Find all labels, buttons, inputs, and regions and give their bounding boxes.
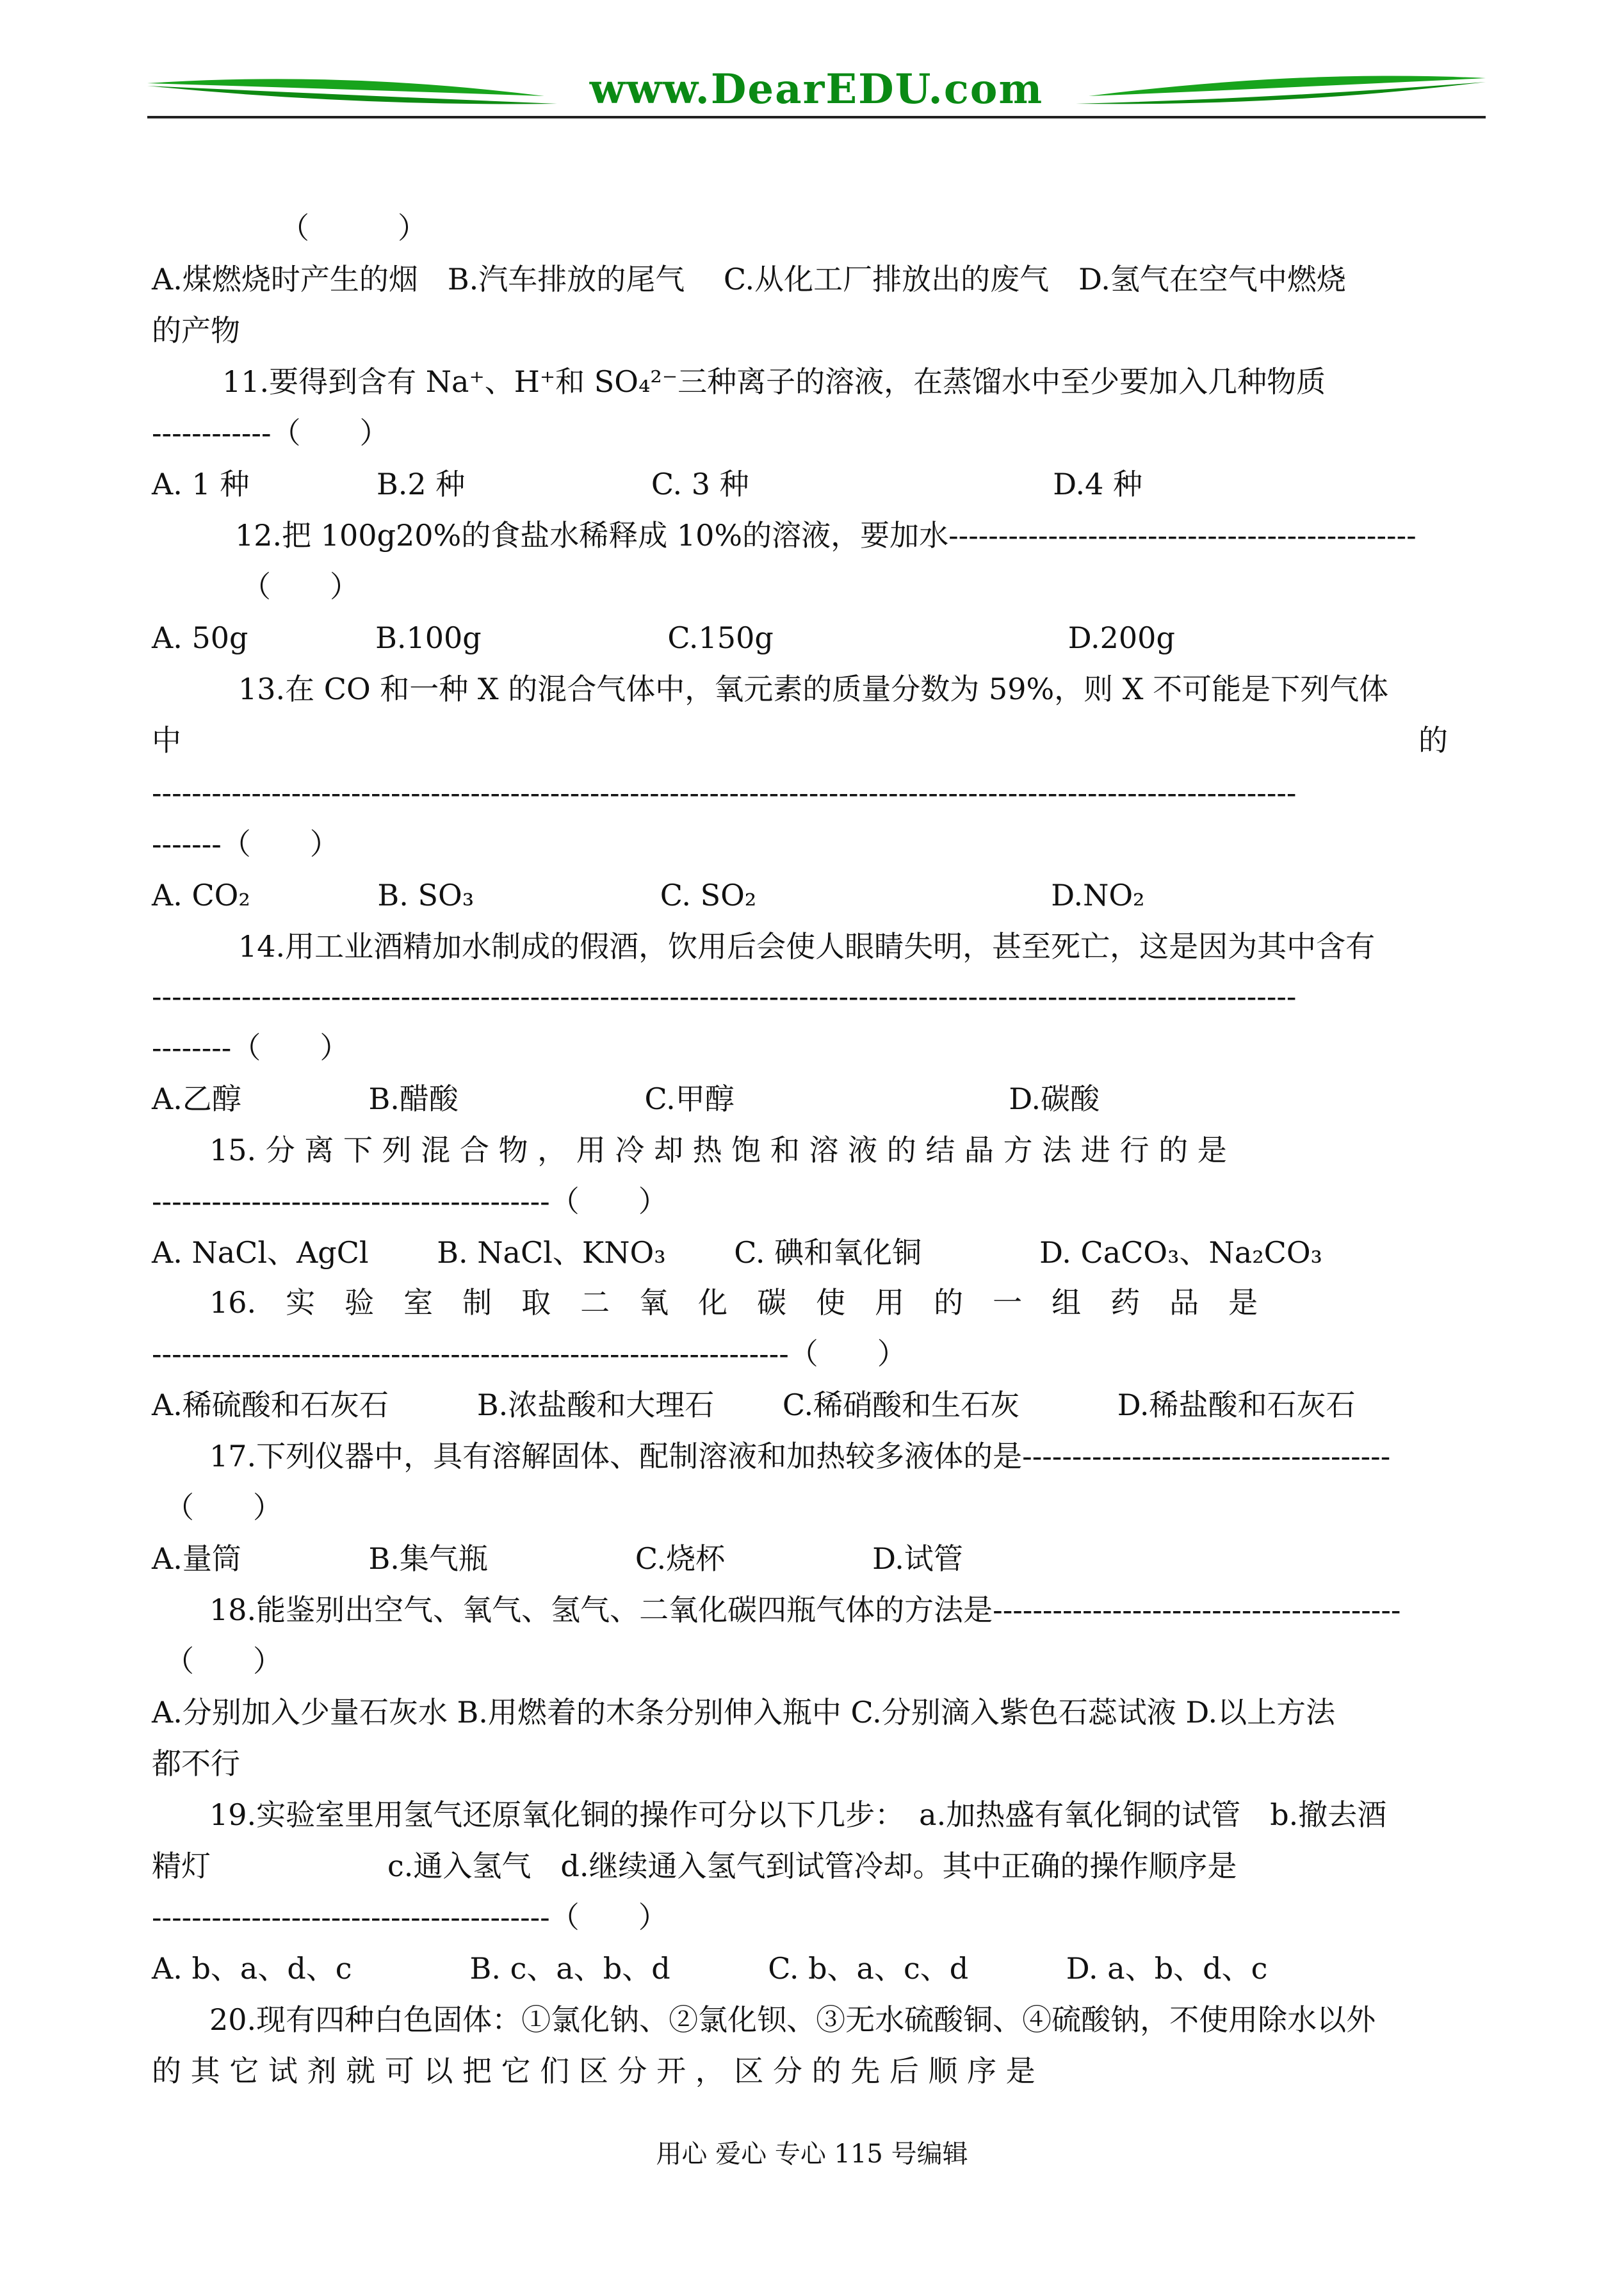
question-14: 14.用工业酒精加水制成的假酒，饮用后会使人眼睛失明，甚至死亡，这是因为其中含有 bbox=[238, 929, 1376, 964]
page-footer: 用心 爱心 专心 115 号编辑 bbox=[656, 2139, 968, 2169]
options-15: A. NaCl、AgCl B. NaCl、KNO₃ C. 碘和氧化铜 D. CaCO₃、Na₂CO₃ bbox=[152, 1235, 1322, 1270]
text-line: -------（ ） bbox=[152, 827, 339, 861]
question-13: 13.在 CO 和一种 X 的混合气体中，氧元素的质量分数为 59%，则 X 不可能是下列气体 bbox=[238, 672, 1389, 706]
dash-line: ------------------------------------------------------------------------------------------------------------------- bbox=[152, 775, 1297, 810]
question-18: 18.能鉴别出空气、氧气、氢气、二氧化碳四瓶气体的方法是----------------------------------------- bbox=[209, 1593, 1401, 1627]
text-line: A.煤燃烧时产生的烟 B.汽车排放的尾气 C.从化工厂排放出的废气 D.氢气在空气中燃烧 bbox=[152, 262, 1346, 296]
text-line: 的产物 bbox=[152, 313, 240, 348]
question-19: 19.实验室里用氢气还原氧化铜的操作可分以下几步： a.加热盛有氧化铜的试管 b.撤去酒 bbox=[209, 1797, 1387, 1832]
page-header bbox=[147, 64, 1486, 122]
text-line: （ ） bbox=[165, 1644, 282, 1678]
header-divider bbox=[147, 116, 1486, 118]
text-line: （ ） bbox=[165, 1490, 282, 1525]
dash-line: ------------------------------------------------------------------------------------------------------------------- bbox=[152, 979, 1297, 1014]
question-12: 12.把 100g20%的食盐水稀释成 10%的溶液，要加水----------------------------------------------- bbox=[235, 518, 1417, 553]
options-18: A.分别加入少量石灰水 B.用燃着的木条分别伸入瓶中 C.分别滴入紫色石蕊试液 D.以上方法 bbox=[152, 1695, 1336, 1730]
options-14: A.乙醇 B.醋酸 C.甲醇 D.碳酸 bbox=[152, 1082, 1100, 1116]
text-line: ----------------------------------------（ ） bbox=[152, 1900, 668, 1934]
question-11: 11.要得到含有 Na⁺、H⁺和 SO₄²⁻三种离子的溶液，在蒸馏水中至少要加入几种物质 bbox=[222, 364, 1326, 399]
text-line: （ ） bbox=[241, 569, 359, 604]
options-11: A. 1 种 B.2 种 C. 3 种 D.4 种 bbox=[152, 467, 1142, 501]
text-line: --------（ ） bbox=[152, 1030, 350, 1065]
text-line: 精灯 c.通入氢气 d.继续通入氢气到试管冷却。其中正确的操作顺序是 bbox=[152, 1849, 1237, 1883]
question-20: 20.现有四种白色固体：①氯化钠、②氯化钡、③无水硫酸铜、④硫酸钠，不使用除水以外 bbox=[209, 2002, 1376, 2037]
question-16: 16. 实 验 室 制 取 二 氧 化 碳 使 用 的 一 组 药 品 是 bbox=[209, 1285, 1258, 1320]
text-line: ------------（ ） bbox=[152, 416, 389, 450]
options-17: A.量筒 B.集气瓶 C.烧杯 D.试管 bbox=[152, 1541, 963, 1576]
text-line: 都不行 bbox=[152, 1746, 240, 1781]
options-13: A. CO₂ B. SO₃ C. SO₂ D.NO₂ bbox=[152, 878, 1145, 912]
text-line: ----------------------------------------------------------------（ ） bbox=[152, 1336, 907, 1371]
question-17: 17.下列仪器中，具有溶解固体、配制溶液和加热较多液体的是------------------------------------- bbox=[209, 1439, 1391, 1473]
text-line: 中 的 bbox=[152, 723, 1448, 758]
options-16: A.稀硫酸和石灰石 B.浓盐酸和大理石 C.稀硝酸和生石灰 D.稀盐酸和石灰石 bbox=[152, 1388, 1356, 1422]
text-line: 的 其 它 试 剂 就 可 以 把 它 们 区 分 开 ， 区 分 的 先 后 顺 序 是 bbox=[152, 2054, 1035, 2088]
question-15: 15. 分 离 下 列 混 合 物 ， 用 冷 却 热 饱 和 溶 液 的 结 晶 方 法 进 行 的 是 bbox=[209, 1133, 1227, 1167]
text-line: （ ） bbox=[280, 211, 427, 245]
site-title: www.DearEDU.com bbox=[589, 65, 1044, 113]
options-12: A. 50g B.100g C.150g D.200g bbox=[152, 620, 1175, 655]
text-line: ----------------------------------------（ ） bbox=[152, 1184, 668, 1219]
options-19: A. b、a、d、c B. c、a、b、d C. b、a、c、d D. a、b、d、c bbox=[152, 1951, 1268, 1986]
